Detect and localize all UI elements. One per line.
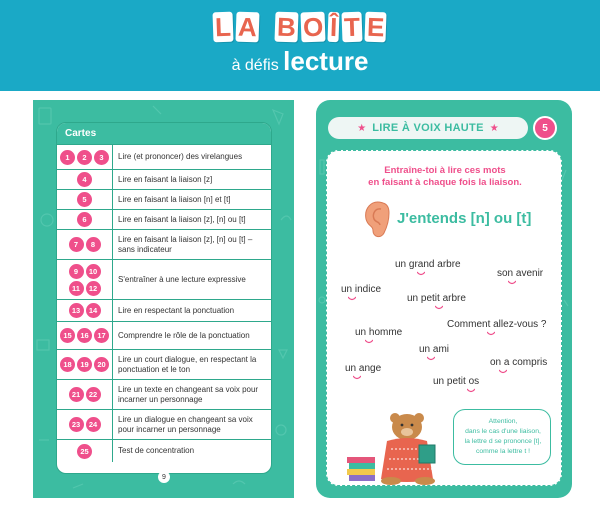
card-number: 18 xyxy=(60,357,75,372)
instruction-line: Entraîne-toi à lire ces mots xyxy=(384,165,506,176)
card-number: 9 xyxy=(69,264,84,279)
row-description: Lire (et prononcer) des virelangues xyxy=(118,152,243,161)
row-description: Lire en faisant la liaison [z], [n] ou [t] – sans indicateur xyxy=(118,234,253,254)
card-number: 20 xyxy=(94,357,109,372)
brand-letter: A xyxy=(237,11,258,43)
table-row xyxy=(57,410,271,440)
phrase: un homme xyxy=(355,327,403,338)
star-icon: ★ xyxy=(357,122,367,134)
phrase: un petit os xyxy=(433,376,480,387)
star-icon: ★ xyxy=(489,122,499,134)
card-number: 21 xyxy=(69,387,84,402)
card-number: 3 xyxy=(94,150,109,165)
phrase: on a compris xyxy=(490,357,548,368)
card-number: 2 xyxy=(77,150,92,165)
liaison-arrow-icon xyxy=(365,339,373,345)
card-number: 4 xyxy=(77,172,92,187)
card-number: 22 xyxy=(86,387,101,402)
phrase: un grand arbre xyxy=(395,259,461,270)
card-title: LIRE À VOIX HAUTE xyxy=(372,122,484,134)
phrase: un ami xyxy=(419,344,450,355)
instruction-line: en faisant à chaque fois la liaison. xyxy=(368,177,522,188)
reading-bear-illustration xyxy=(347,413,451,485)
card-number: 7 xyxy=(69,237,84,252)
cards-table xyxy=(56,122,272,474)
brand-subtitle-small: à défis xyxy=(231,57,279,74)
phrase: un ange xyxy=(345,363,382,374)
row-description: Lire en faisant la liaison [z], [n] ou [t] xyxy=(118,214,246,224)
card-number: 23 xyxy=(69,417,84,432)
rule-title: J'entends [n] ou [t] xyxy=(397,210,532,227)
card-number: 15 xyxy=(60,328,75,343)
liaison-arrow-icon xyxy=(348,296,356,302)
card-number: 17 xyxy=(94,328,109,343)
table-header: Cartes xyxy=(57,123,271,145)
row-description: Lire en respectant la ponctuation xyxy=(118,305,235,315)
card-number: 5 xyxy=(77,192,92,207)
card-title-bar xyxy=(328,117,528,139)
brand-letter: Î xyxy=(329,11,338,43)
tip-speech-bubble xyxy=(453,409,551,465)
liaison-arrow-icon xyxy=(487,331,495,337)
tip-line: comme la lettre t ! xyxy=(475,448,530,455)
liaison-arrow-icon xyxy=(499,369,507,375)
card-number: 6 xyxy=(77,212,92,227)
row-description: S'entraîner à une lecture expressive xyxy=(118,274,246,284)
card-number: 1 xyxy=(60,150,75,165)
brand-letter: B xyxy=(276,11,297,43)
instruction xyxy=(327,165,562,189)
table-row xyxy=(57,322,271,350)
row-description: Test de concentration xyxy=(118,446,195,455)
row-description: Comprendre le rôle de la ponctuation xyxy=(118,330,250,340)
row-description: Lire en faisant la liaison [z] xyxy=(118,174,213,184)
table-row xyxy=(57,380,271,410)
brand-letter: T xyxy=(343,11,361,43)
table-row xyxy=(57,300,271,322)
liaison-arrow-icon xyxy=(435,305,443,311)
row-description: Lire un court dialogue, en respectant la ponctuation et le ton xyxy=(118,354,257,374)
liaison-arrow-icon xyxy=(353,375,361,381)
table-row xyxy=(57,210,271,230)
brand-subtitle xyxy=(0,46,600,77)
phrase: son avenir xyxy=(497,268,544,279)
card-number-badge: 5 xyxy=(533,116,557,140)
brand-title xyxy=(0,12,600,42)
row-description: Lire un texte en changeant sa voix pour incarner un personnage xyxy=(118,384,259,404)
table-row xyxy=(57,170,271,190)
activity-card xyxy=(316,100,572,498)
ear-icon xyxy=(361,199,391,239)
phrase: Comment allez-vous ? xyxy=(447,319,547,330)
liaison-arrow-icon xyxy=(508,280,516,286)
left-page xyxy=(33,100,294,498)
card-number: 13 xyxy=(69,303,84,318)
card-number: 12 xyxy=(86,281,101,296)
page-number: 9 xyxy=(158,471,170,483)
brand-letter: L xyxy=(214,11,232,43)
card-number: 8 xyxy=(86,237,101,252)
card-number: 14 xyxy=(86,303,101,318)
header-banner xyxy=(0,0,600,91)
brand-letter: E xyxy=(366,11,386,43)
card-number: 24 xyxy=(86,417,101,432)
card-number: 11 xyxy=(69,281,84,296)
table-row xyxy=(57,260,271,300)
card-number: 19 xyxy=(77,357,92,372)
table-row xyxy=(57,440,271,462)
card-number: 16 xyxy=(77,328,92,343)
tip-line: dans le cas d'une liaison, xyxy=(465,428,541,435)
table-row xyxy=(57,190,271,210)
table-row xyxy=(57,230,271,260)
phrase: un petit arbre xyxy=(407,293,466,304)
card-content xyxy=(326,150,562,486)
row-description: Lire en faisant la liaison [n] et [t] xyxy=(118,194,231,204)
tip-text xyxy=(454,417,552,457)
brand-subtitle-big: lecture xyxy=(283,46,369,76)
brand-letter: O xyxy=(302,11,324,43)
liaison-arrow-icon xyxy=(417,271,425,277)
table-row xyxy=(57,145,271,170)
tip-line: Attention, xyxy=(488,418,518,425)
row-description: Lire un dialogue en changeant sa voix pour incarner un personnage xyxy=(118,414,253,434)
tip-line: la lettre d se prononce [t], xyxy=(464,438,542,445)
liaison-arrow-icon xyxy=(427,356,435,362)
table-row xyxy=(57,350,271,380)
card-number: 25 xyxy=(77,444,92,459)
phrase: un indice xyxy=(341,284,382,295)
card-number: 10 xyxy=(86,264,101,279)
liaison-arrow-icon xyxy=(467,388,475,394)
